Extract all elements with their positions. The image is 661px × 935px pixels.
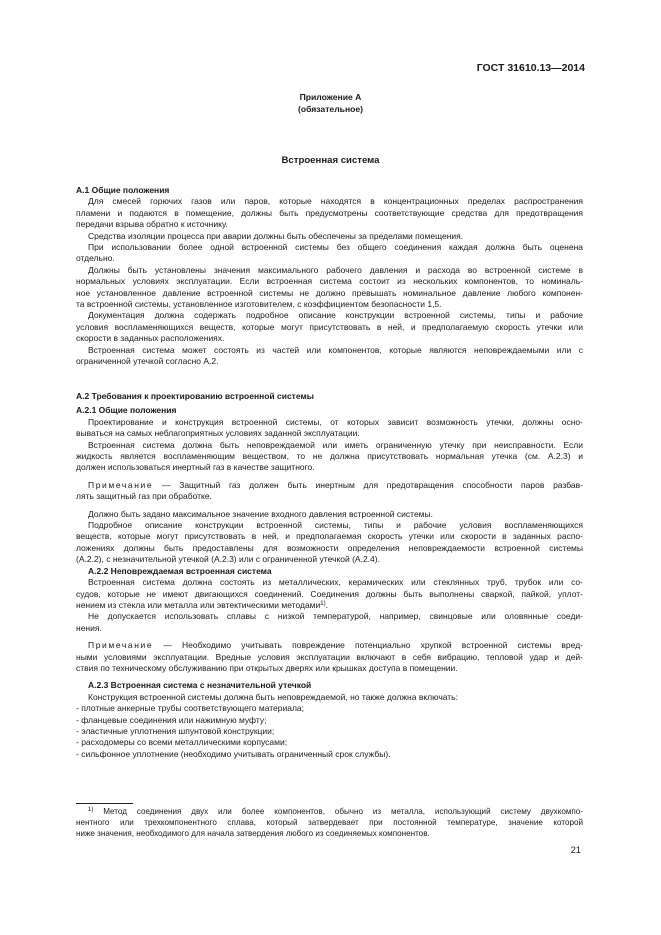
list-item: - расходомеры со всеми металлическими корпусами; (76, 737, 288, 748)
list-item: - эластичные уплотнения шпунтовой конструкции; (76, 725, 275, 736)
footnote-line3: ниже значения, необходимого для начала затвердения любого из соединяемых компонентов. (76, 829, 430, 839)
note-2-label: Примечание (88, 640, 154, 651)
a22-p5-line2: судов, которые не имеют двигающихся соединений. Соединения должны быть выполнены сваркой, пайкой, уплот- (76, 588, 583, 599)
a22-p6-line2: нения. (76, 622, 102, 633)
note-1-text: — Защитный газ должен быть инертным для предотвращения способности паров разбав- (153, 479, 583, 490)
a21-p4-line2: веществ, которые могут присутствовать в ней, и предполагаемая скорость утечки или скорости в заданных распо- (76, 531, 583, 542)
footnote-ref-1: 1) (320, 600, 326, 607)
a21-p1-line1: Проектирование и конструкция встроенной системы, от которых зависит возможность утечки, должны осно- (88, 416, 583, 427)
a1-p4-line4: та встроенной системы, установленное изготовителем, с коэффициентом безопасности 1,5. (76, 299, 442, 310)
a2-heading: А.2 Требования к проектированию встроенной системы (76, 391, 315, 401)
a21-p4-line1: Подробное описание конструкции встроенной системы, типы и рабочие условия воспламеняющихся (88, 520, 583, 531)
a1-p3-line2: отдельно. (76, 253, 115, 264)
a22-p5-line3 (76, 600, 583, 611)
section-title: Встроенная система (281, 155, 380, 166)
a1-p5-line1: Документация должна содержать подробное описание конструкции встроенной системы, типы и рабочие (88, 310, 583, 321)
a1-p5-line3: скорости в заданных расположениях. (76, 333, 225, 344)
note-1-label: Примечание (88, 479, 154, 490)
a23-p7: Конструкция встроенной системы должна быть неповреждаемой, но также должна включать: (88, 691, 458, 702)
a21-p4-line3: ложениях должны быть предоставлены для возможности определения неповреждаемости встроенной системы (76, 542, 583, 553)
a1-p4-line2: нормальных условиях эксплуатации. Если встроенная система состоит из нескольких компонентов, то номиналь- (76, 276, 583, 287)
a1-heading: А.1 Общие положения (76, 185, 170, 195)
section-a1 (76, 185, 583, 368)
section-a2 (76, 391, 583, 760)
a21-heading: А.2.1 Общие положения (76, 405, 177, 416)
a1-p4-line1: Должны быть установлены значения максимального рабочего давления и расхода во встроенной системе в (88, 264, 583, 275)
footnote (76, 806, 583, 840)
footnote-divider (76, 803, 133, 804)
a22-p5-period: . (325, 599, 328, 610)
a1-p1-line2: пламени и подаются в помещение, должны быть предусмотрены соответствующие средства для предотвращения (76, 207, 583, 218)
a22-p5-text: нением из стекла или металла или эвтектическими методами (76, 599, 321, 610)
a21-p2-line3: должен использоваться инертный газ в качестве защитного. (76, 462, 315, 473)
standard-number: ГОСТ 31610.13—2014 (476, 62, 585, 74)
a23-heading: А.2.3 Встроенная система с незначительной утечкой (88, 680, 312, 691)
appendix-subtitle: (обязательное) (297, 104, 364, 114)
a1-p1-line3: передачи взрыва обратно к источнику. (76, 219, 228, 230)
a21-p4-line4: (А.2.2), с незначительной утечкой (А.2.3) или с ограниченной утечкой (А.2.4). (76, 554, 380, 565)
a21-p3: Должно быть задано максимальное значение входного давления встроенной системы. (88, 508, 434, 519)
note-2-line3: ствия по техническому обслуживанию при открытых дверях или крышках доступа в помещении. (76, 662, 458, 673)
list-item: - сильфонное уплотнение (необходимо учитывать ограниченный срок службы). (76, 748, 391, 759)
footnote-marker: 1) (88, 807, 94, 813)
note-2-line1 (76, 640, 583, 651)
a1-p5-line2: условия воспламеняющихся веществ, которые могут присутствовать в ней, и предполагаемую скорость утечки или (76, 321, 583, 332)
note-1-line2: лять защитный газ при обработке. (76, 491, 212, 502)
a22-heading: А.2.2 Неповреждаемая встроенная система (88, 565, 272, 576)
a1-p2: Средства изоляции процесса при аварии должны быть обеспечены за пределами помещения. (88, 230, 464, 241)
a22-p6-line1: Не допускается использовать сплавы с низкой температурой, например, свинцовые или оловянные соеди- (88, 611, 583, 622)
a1-p6-line1: Встроенная система может состоять из частей или компонентов, которые являются неповреждаемыми или с (88, 344, 583, 355)
note-2-line2: ными условиями эксплуатации. Вредные условия эксплуатации включают в себя вибрацию, тепловой удар и дей- (76, 651, 583, 662)
footnote-line2: нентного или трехкомпонентного сплава, который затвердевает при постоянной температуре, значение которой (76, 818, 583, 828)
a21-p2-line1: Встроенная система должна быть неповреждаемой или иметь ограниченную утечку при неисправности. Если (88, 439, 583, 450)
page-number: 21 (570, 845, 581, 855)
a1-p4-line3: ное установленное давление встроенной системы не должно превышать номинальное давление любого компонен- (76, 287, 583, 298)
a21-p1-line2: вываться на самых неблагоприятных условиях заданной эксплуатации. (76, 428, 360, 439)
footnote-text: Метод соединения двух или более компонентов, обычно из металла, использующий систему двухкомпо- (93, 807, 583, 816)
a21-p2-line2: жидкость является воспламеняющим веществом, то не должна присутствовать нормальная утечка (см. А.2.3) и (76, 451, 583, 462)
a1-p3-line1: При использовании более одной встроенной системы без общего соединения каждая должна быть оценена (88, 242, 583, 253)
list-item: - плотные анкерные трубы соответствующего материала; (76, 703, 305, 714)
list-item: - фланцевые соединения или нажимную муфту; (76, 714, 267, 725)
note-2-text: — Необходимо учитывать повреждение потенциально хрупкой встроенной системы вред- (153, 640, 583, 651)
appendix-title: Приложение А (299, 92, 362, 102)
footnote-line1 (76, 806, 583, 817)
a22-p5-line1: Встроенная система должна состоять из металлических, керамических или стеклянных труб, трубок или со- (88, 577, 583, 588)
a1-p1-line1: Для смесей горючих газов или паров, которые находятся в концентрационных пределах распространения (88, 196, 583, 207)
note-1-line1 (76, 480, 583, 491)
a1-p6-line2: ограниченной утечкой согласно А.2. (76, 356, 219, 367)
